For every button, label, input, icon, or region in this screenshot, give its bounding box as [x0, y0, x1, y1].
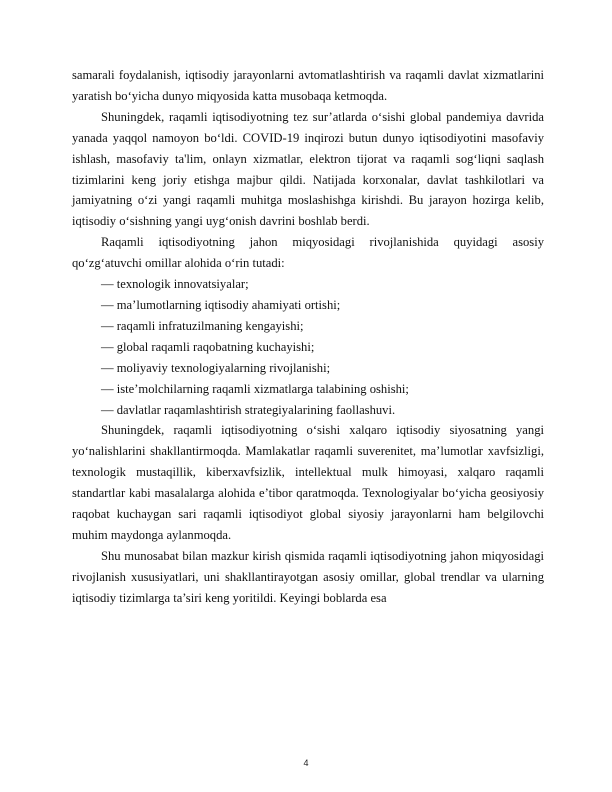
list-item: — ma’lumotlarning iqtisodiy ahamiyati ortishi;: [101, 297, 341, 312]
list-item: — global raqamli raqobatning kuchayishi;: [101, 339, 315, 354]
body-paragraph-1: samarali foydalanish, iqtisodiy jarayonlarni avtomatlashtirish va raqamli davlat xizmatlarini yaratish bo‘yicha dunyo miqyosida katta musobaqa ketmoqda.: [72, 68, 544, 103]
document-page: [72, 65, 544, 609]
body-paragraph-3: Raqamli iqtisodiyotning jahon miqyosidagi rivojlanishida quyidagi asosiy qo‘zg‘atuvchi omillar alohida o‘rin tutadi:: [72, 235, 544, 271]
body-paragraph-2: Shuningdek, raqamli iqtisodiyotning tez sur’atlarda o‘sishi global pandemiya davrida yanada yaqqol namoyon bo‘ldi. COVID-19 inqirozi butun dunyo iqtisodiyotini masofaviy ishlash, masofaviy ta'lim, onlayn xizmatlar, elektron tijorat va raqamli sog‘liqni saqlash tizimlarini keng joriy etishga majbur qildi. Natijada korxonalar, davlat tashkilotlari va jamiyatning o‘zi yangi raqamli muhitga moslashishga kirishdi. Bu jarayon hozirga kelib, iqtisodiy o‘sishning yangi uyg‘onish davrini boshlab berdi.: [72, 109, 544, 229]
list-item: — davlatlar raqamlashtirish strategiyalarining faollashuvi.: [101, 402, 396, 417]
page-number: 4: [303, 758, 309, 768]
body-paragraph-5: Shu munosabat bilan mazkur kirish qismida raqamli iqtisodiyotning jahon miqyosidagi rivojlanish xususiyatlari, uni shakllantirayotgan asosiy omillar, global trendlar va ularning iqtisodiy tizimlarga ta’siri keng yoritildi. Keyingi boblarda esa: [72, 548, 544, 605]
factors-list: [72, 274, 544, 420]
list-item: — iste’molchilarning raqamli xizmatlarga talabining oshishi;: [101, 381, 409, 396]
list-item: — texnologik innovatsiyalar;: [101, 277, 249, 292]
list-item: — moliyaviy texnologiyalarning rivojlanishi;: [101, 360, 331, 375]
body-paragraph-4: Shuningdek, raqamli iqtisodiyotning o‘sishi xalqaro iqtisodiy siyosatning yangi yo‘nalishlarini shakllantirmoqda. Mamlakatlar raqamli suverenitet, ma’lumotlar xavfsizligi, texnologik mustaqillik, kiberxavfsizlik, intellektual mulk himoyasi, xalqaro raqamli standartlar kabi masalalarga alohida e’tibor qaratmoqda. Texnologiyalar bo‘yicha geosiyosiy raqobat kuchaygan sari raqamli iqtisodiyot global siyosiy jarayonlarni ham belgilovchi muhim maydonga aylanmoqda.: [72, 423, 544, 542]
list-item: — raqamli infratuzilmaning kengayishi;: [101, 318, 304, 333]
